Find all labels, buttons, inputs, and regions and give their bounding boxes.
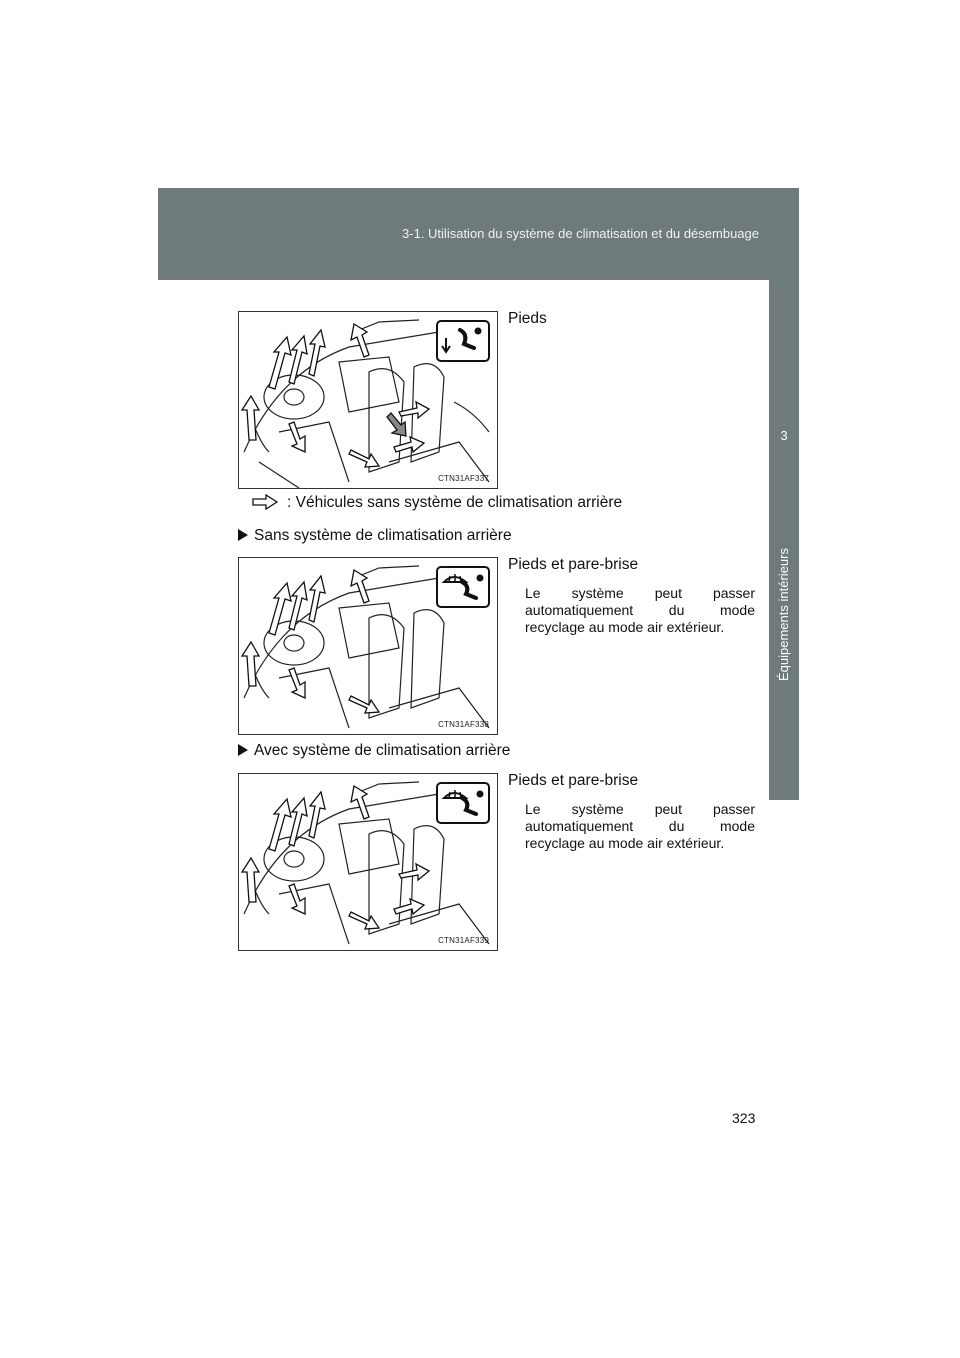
mode-note: Le système peut passer automatiquement du mode recyclage au mode air extérieur. [525, 801, 755, 851]
mode-note: Le système peut passer automatiquement du mode recyclage au mode air extérieur. [525, 585, 755, 635]
mode-label-feet-windshield: Pieds et pare-brise [508, 556, 639, 573]
section-heading-no-rear-ac: Sans système de climatisation arrière [238, 527, 512, 545]
figure-code: CTN31AF339 [438, 936, 489, 945]
chapter-title: 3-1. Utilisation du système de climatisation et du désembuage [402, 226, 759, 241]
section-heading-with-rear-ac: Avec système de climatisation arrière [238, 742, 510, 760]
bullet-triangle-icon [238, 744, 248, 756]
figure-code: CTN31AF338 [438, 720, 489, 729]
chapter-header [158, 188, 799, 280]
legend-arrow-icon [252, 494, 278, 510]
airflow-figure-1 [238, 311, 498, 489]
chapter-side-tab [769, 280, 799, 800]
page-number: 323 [732, 1110, 756, 1126]
airflow-figure-3 [238, 773, 498, 951]
chapter-number: 3 [780, 428, 788, 443]
feet-windshield-mode-icon [436, 566, 490, 608]
mode-label-feet: Pieds [508, 310, 547, 327]
chapter-label: Équipements intérieurs [776, 548, 791, 682]
airflow-figure-2 [238, 557, 498, 735]
figure-code: CTN31AF337 [438, 474, 489, 483]
feet-windshield-mode-icon [436, 782, 490, 824]
legend-text: : Véhicules sans système de climatisation arrière [287, 494, 623, 511]
feet-mode-icon [436, 320, 490, 362]
mode-label-feet-windshield: Pieds et pare-brise [508, 772, 639, 789]
bullet-triangle-icon [238, 529, 248, 541]
